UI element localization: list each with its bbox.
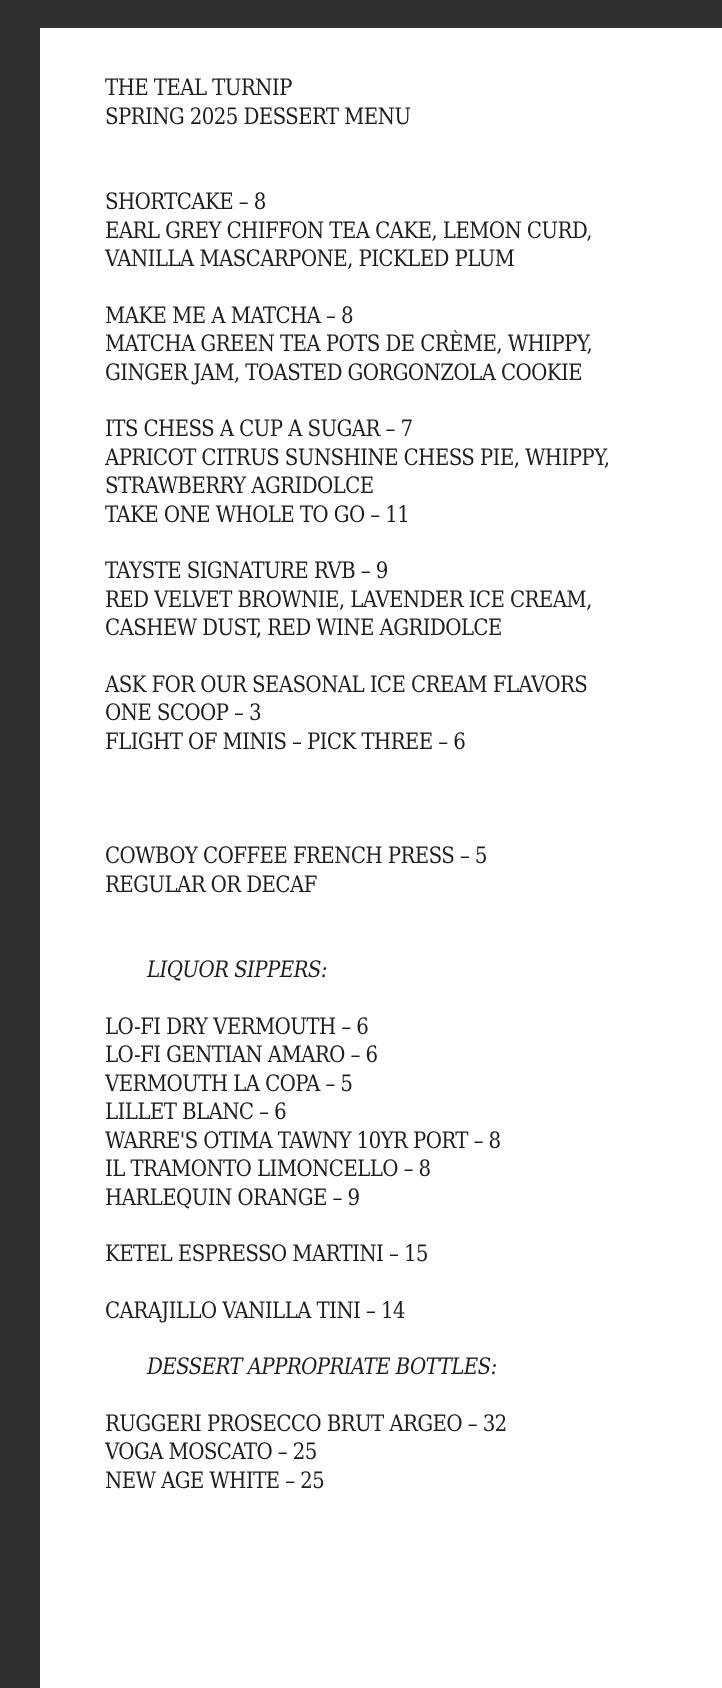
list-item: LO-FI GENTIAN AMARO – 6	[105, 1043, 378, 1068]
ice-cream-flavors: ASK FOR OUR SEASONAL ICE CREAM FLAVORS	[105, 672, 588, 698]
list-item: RUGGERI PROSECCO BRUT ARGEO – 32	[105, 1411, 507, 1437]
cocktail-carajillo: CARAJILLO VANILLA TINI – 14	[105, 1298, 405, 1324]
dessert-description: STRAWBERRY AGRIDOLCE	[105, 474, 374, 499]
ice-cream-section	[105, 672, 715, 758]
coffee-subtitle: REGULAR OR DECAF	[105, 872, 317, 898]
dessert-title: SHORTCAKE – 8	[105, 190, 266, 215]
dessert-title: ITS CHESS A CUP A SUGAR – 7	[105, 417, 413, 442]
menu-page	[40, 28, 722, 1688]
menu-title: SPRING 2025 DESSERT MENU	[105, 104, 411, 130]
menu-header	[105, 75, 715, 132]
dessert-shortcake	[105, 189, 715, 275]
ice-cream-scoop: ONE SCOOP – 3	[105, 701, 262, 726]
dessert-description: CASHEW DUST, RED WINE AGRIDOLCE	[105, 616, 502, 641]
dessert-title: TAYSTE SIGNATURE RVB – 9	[105, 559, 388, 584]
coffee-title: COWBOY COFFEE FRENCH PRESS – 5	[105, 844, 487, 869]
list-item: LILLET BLANC – 6	[105, 1100, 287, 1125]
bottles-heading: DESSERT APPROPRIATE BOTTLES:	[147, 1355, 497, 1380]
dessert-matcha	[105, 303, 715, 389]
dessert-description: VANILLA MASCARPONE, PICKLED PLUM	[105, 247, 515, 272]
list-item: NEW AGE WHITE – 25	[105, 1468, 325, 1494]
dessert-description: RED VELVET BROWNIE, LAVENDER ICE CREAM,	[105, 587, 592, 613]
dessert-description: GINGER JAM, TOASTED GORGONZOLA COOKIE	[105, 360, 583, 386]
list-item: LO-FI DRY VERMOUTH – 6	[105, 1014, 369, 1040]
liquor-list	[105, 1014, 715, 1214]
dessert-description: TAKE ONE WHOLE TO GO – 11	[105, 502, 410, 528]
dessert-description: EARL GREY CHIFFON TEA CAKE, LEMON CURD,	[105, 218, 592, 244]
menu-content	[105, 75, 715, 1496]
dessert-description: APRICOT CITRUS SUNSHINE CHESS PIE, WHIPPY,	[105, 445, 610, 471]
list-item: WARRE'S OTIMA TAWNY 10YR PORT – 8	[105, 1128, 501, 1154]
dessert-rvb	[105, 558, 715, 644]
cocktail-espresso-martini: KETEL ESPRESSO MARTINI – 15	[105, 1242, 428, 1267]
restaurant-name: THE TEAL TURNIP	[105, 76, 292, 101]
ice-cream-flight: FLIGHT OF MINIS – PICK THREE – 6	[105, 729, 466, 755]
dessert-chess-pie	[105, 416, 715, 530]
coffee-section	[105, 843, 715, 900]
list-item: VOGA MOSCATO – 25	[105, 1440, 317, 1465]
list-item: IL TRAMONTO LIMONCELLO – 8	[105, 1157, 431, 1182]
bottles-list	[105, 1411, 715, 1497]
liquor-sippers-heading: LIQUOR SIPPERS:	[147, 958, 327, 983]
list-item: HARLEQUIN ORANGE – 9	[105, 1185, 360, 1211]
dessert-title: MAKE ME A MATCHA – 8	[105, 303, 354, 329]
dessert-description: MATCHA GREEN TEA POTS DE CRÈME, WHIPPY,	[105, 332, 593, 357]
list-item: VERMOUTH LA COPA – 5	[105, 1071, 353, 1097]
